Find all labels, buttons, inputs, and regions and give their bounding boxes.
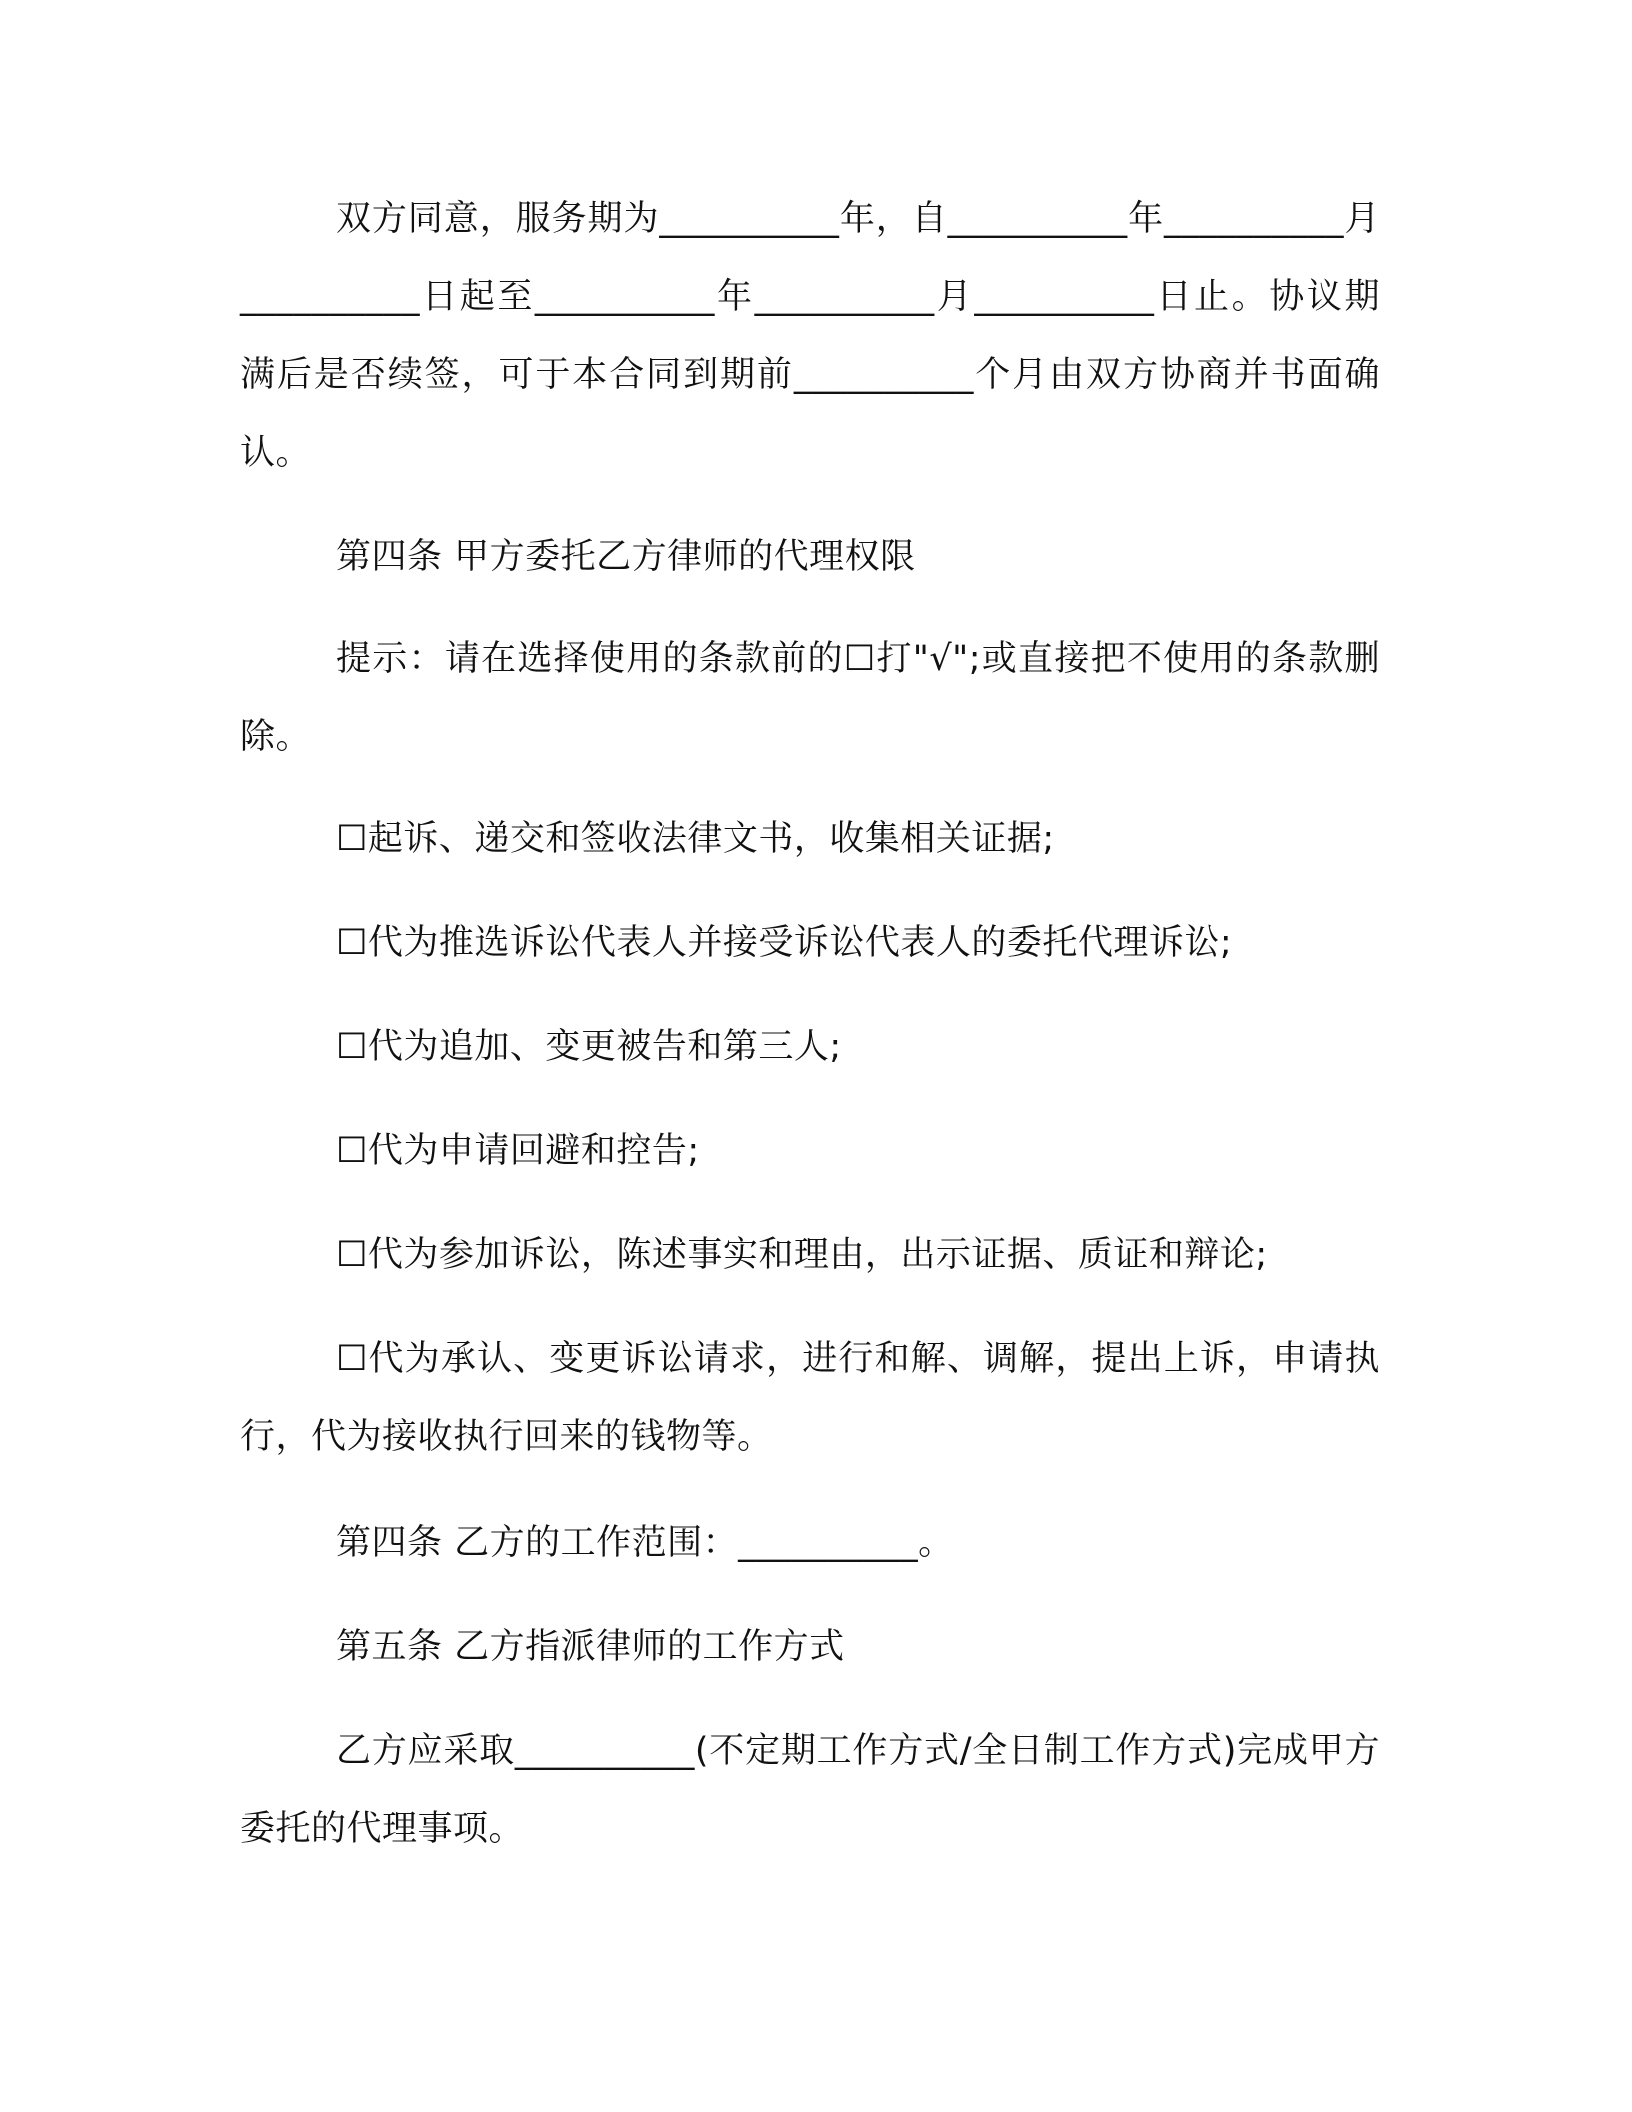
article-5-heading: 第五条 乙方指派律师的工作方式	[336, 1627, 845, 1667]
checkbox-option-participate: ☐代为参加诉讼，陈述事实和理由，出示证据、质证和辩论;	[336, 1235, 1268, 1275]
work-method-paragraph: 乙方应采取__________(不定期工作方式/全日制工作方式)完成甲方委托的代理事项。	[240, 1731, 1380, 1849]
work-scope-paragraph: 第四条 乙方的工作范围：__________。	[336, 1523, 954, 1563]
checkbox-option-lawsuit: ☐起诉、递交和签收法律文书，收集相关证据;	[336, 819, 1055, 859]
checkbox-option-representative: ☐代为推选诉讼代表人并接受诉讼代表人的委托代理诉讼;	[336, 923, 1233, 963]
checkbox-option-recusal: ☐代为申请回避和控告;	[336, 1131, 700, 1171]
checkbox-option-add-defendant: ☐代为追加、变更被告和第三人;	[336, 1027, 842, 1067]
service-term-paragraph: 双方同意，服务期为__________年，自__________年__________月__________日起至__________年__________月__________日止。协议期满后是否续签，可于本合同到期前__________个月由双方协商并书面确认。	[240, 199, 1380, 473]
instruction-paragraph: 提示：请在选择使用的条款前的☐打"√";或直接把不使用的条款删除。	[240, 639, 1380, 757]
checkbox-option-admit-change: ☐代为承认、变更诉讼请求，进行和解、调解，提出上诉，申请执行，代为接收执行回来的钱物等。	[240, 1339, 1380, 1457]
article-4-heading: 第四条 甲方委托乙方律师的代理权限	[336, 537, 916, 577]
